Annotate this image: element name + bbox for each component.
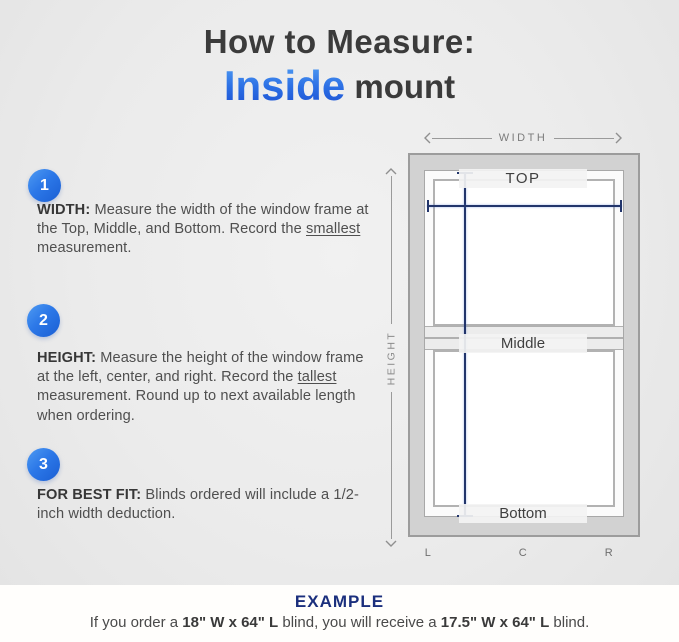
step-1-number: 1: [40, 176, 49, 194]
step-2-underlined-word: tallest: [297, 369, 337, 386]
step-3-number: 3: [39, 455, 48, 473]
example-part: blind.: [549, 614, 590, 631]
example-section: [0, 585, 679, 642]
arrow-up-icon: [385, 167, 397, 176]
width-arrow-label: WIDTH: [498, 132, 548, 144]
example-received-size: 17.5" W x 64" L: [440, 614, 550, 631]
window-lower-pane: [433, 350, 615, 507]
step-2-text: [37, 349, 371, 426]
width-arrow-line: [554, 138, 614, 139]
title-mount-word: mount: [345, 68, 456, 106]
height-arrow-label: HEIGHT: [385, 330, 398, 385]
height-dimension-arrow: [384, 167, 398, 548]
width-measure-line: [427, 205, 622, 207]
example-part: If you order a: [89, 614, 183, 631]
step-1-body-before: Measure the width of the window frame at the Top, Middle, and Bottom. Record the: [37, 202, 369, 238]
step-3-body-before: Blinds ordered will include a 1/2-inch width deduction.: [37, 487, 359, 523]
step-3-text: [37, 486, 371, 524]
step-1-badge: [28, 169, 61, 202]
example-ordered-size: 18" W x 64" L: [182, 614, 279, 631]
step-2-heading: HEIGHT:: [37, 350, 97, 366]
label-middle: Middle: [459, 334, 587, 353]
width-dimension-arrow: [423, 131, 623, 145]
step-3-badge: [27, 448, 60, 481]
step-1-underlined-word: smallest: [306, 221, 361, 238]
page-title: [0, 24, 679, 109]
title-line2: [0, 63, 679, 109]
step-3-heading: FOR BEST FIT:: [37, 487, 142, 503]
title-line1: How to Measure:: [203, 23, 476, 60]
example-text: [0, 614, 679, 631]
arrow-right-icon: [614, 132, 623, 144]
example-part: blind, you will receive a: [278, 614, 441, 631]
arrow-left-icon: [423, 132, 432, 144]
width-arrow-line: [432, 138, 492, 139]
title-mount-type: Inside: [223, 62, 346, 110]
height-arrow-line: [391, 176, 392, 324]
step-2-body-after: measurement. Round up to next available length when ordering.: [37, 388, 356, 424]
label-right: R: [604, 547, 614, 559]
example-heading: EXAMPLE: [294, 592, 385, 611]
step-1-heading: WIDTH:: [37, 202, 91, 218]
label-center: C: [518, 547, 528, 559]
label-bottom: Bottom: [459, 504, 587, 523]
step-2-badge: [27, 304, 60, 337]
label-left: L: [424, 547, 432, 559]
height-arrow-line: [391, 392, 392, 540]
label-top: TOP: [459, 169, 587, 188]
window-upper-pane: [433, 179, 615, 326]
step-2-number: 2: [39, 311, 48, 329]
step-2-body-before: Measure the height of the window frame at the left, center, and right. Record the: [37, 350, 364, 386]
arrow-down-icon: [385, 539, 397, 548]
step-1-text: [37, 201, 371, 259]
step-1-body-after: measurement.: [37, 240, 132, 257]
